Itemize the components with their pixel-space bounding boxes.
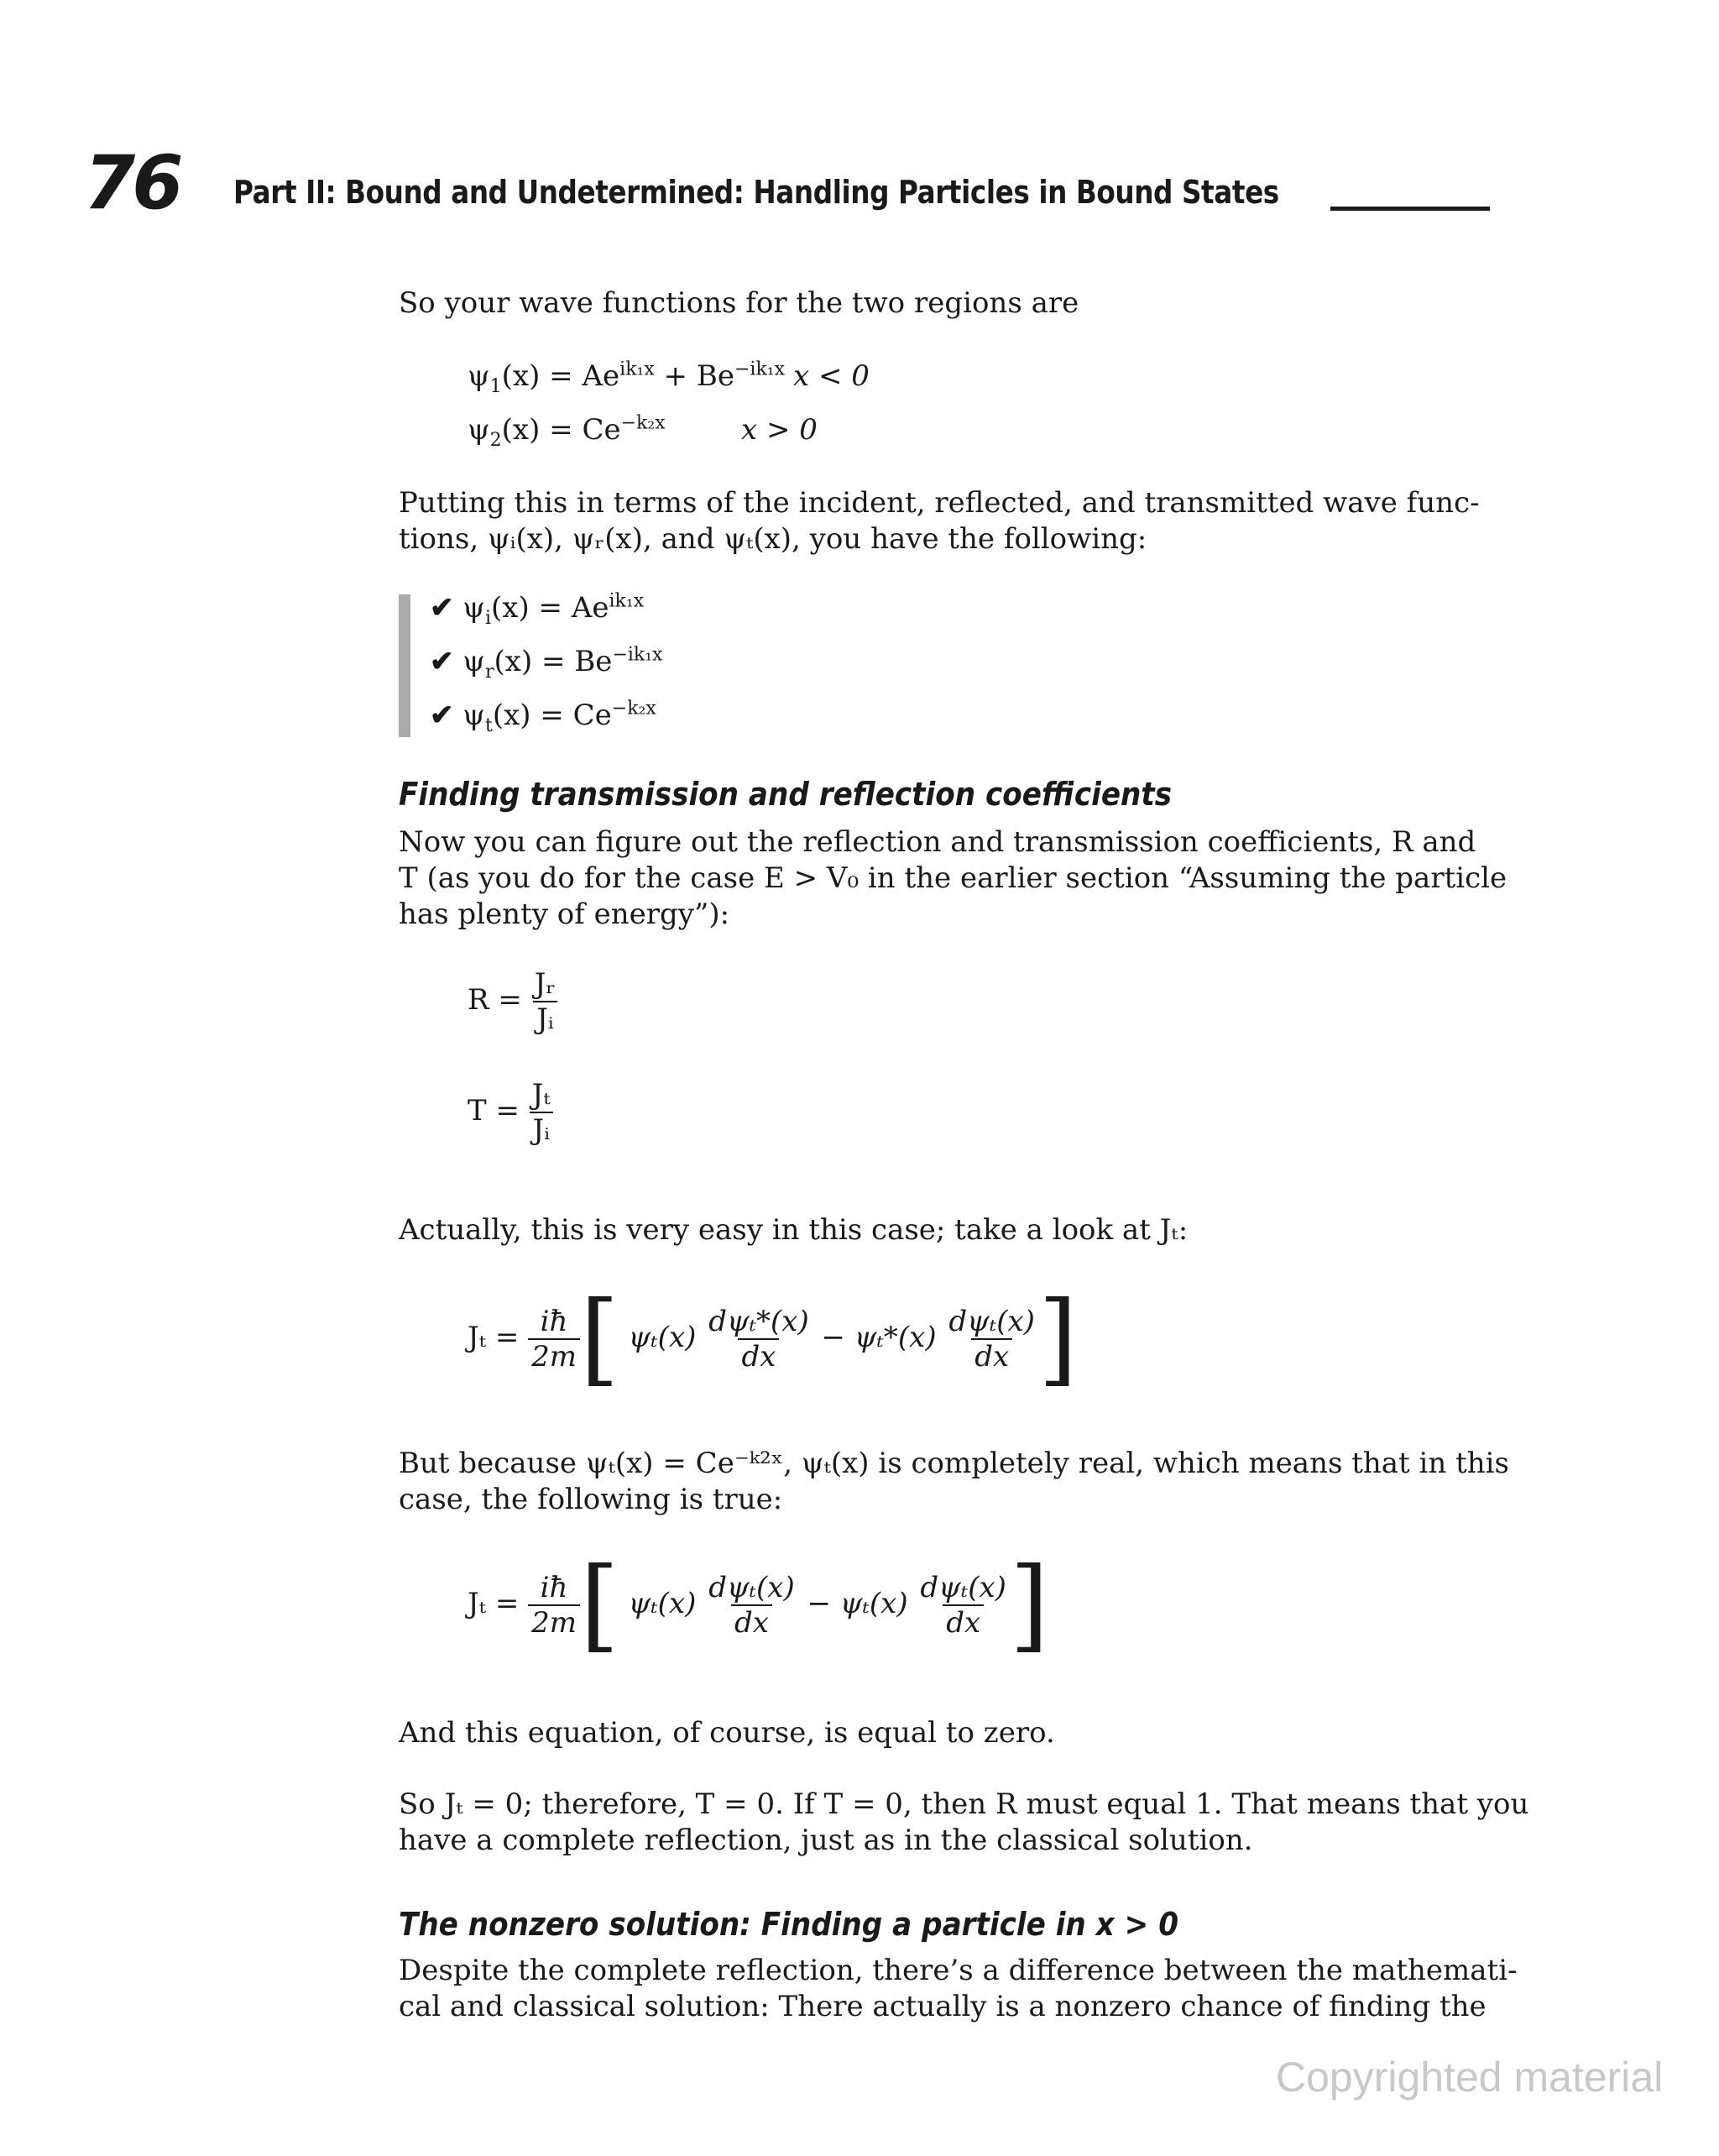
bullet-item-transmitted: ✔ $\psi_t(x) = Ce^{-k_2x}$ — [430, 698, 656, 736]
putting-line-1: Putting this in terms of the incident, reflected, and transmitted wave func- — [399, 486, 1480, 520]
coefficients-paragraph — [399, 824, 1507, 933]
header-rule — [1330, 207, 1490, 211]
coeff-line-1: Now you can figure out the reflection and transmission coefficients, R and — [399, 825, 1476, 859]
wave-eq-2-sym: ψ — [468, 413, 490, 447]
despite-line-2: cal and classical solution: There actually is a nonzero chance of finding the — [399, 1990, 1486, 2023]
jt-equation-1 — [468, 1280, 1078, 1397]
bullet-3-sub: t — [484, 714, 493, 736]
wave-eq-1-sym: ψ — [468, 359, 490, 393]
t-num: Jₜ — [531, 1078, 551, 1112]
running-head: Part II: Bound and Undetermined: Handling Particles in Bound States — [233, 174, 1279, 211]
section-heading-coefficients: Finding transmission and reflection coefficients — [399, 776, 1173, 813]
jt2-frac1-num: dψₜ(x) — [708, 1571, 795, 1604]
wave-eq-2-condition — [741, 413, 818, 447]
jt1-coef — [528, 1305, 580, 1374]
wave-eq-2-exp: −k₂x — [620, 412, 666, 434]
coeff-line-2: T (as you do for the case E > V₀ in the earlier section “Assuming the particle — [399, 861, 1507, 895]
coeff-line-3: has plenty of energy”): — [399, 897, 730, 931]
jt1-frac1-num: dψₜ*(x) — [708, 1305, 809, 1338]
putting-line-2: tions, ψᵢ(x), ψᵣ(x), and ψₜ(x), you have the following: — [399, 522, 1147, 556]
so-paragraph — [399, 1787, 1529, 1859]
bullet-3-rhs: (x) = Ce — [492, 699, 612, 732]
check-icon: ✔ — [430, 699, 454, 732]
section-heading-nonzero: The nonzero solution: Finding a particle in x > 0 — [399, 1906, 1179, 1943]
jt2-coef-den: 2m — [528, 1604, 580, 1640]
transmission-coefficient-eq — [468, 1078, 554, 1147]
bullet-item-incident: ✔ $\psi_i(x) = Ae^{ik_1x}$ — [430, 590, 645, 629]
jt1-frac1 — [705, 1305, 812, 1374]
list-sidebar-bar — [399, 594, 410, 737]
t-fraction — [529, 1078, 554, 1147]
wave-eq-2-cond: x > 0 — [741, 413, 818, 447]
bullet-item-reflected: ✔ $\psi_r(x) = Be^{-ik_1x}$ — [430, 644, 663, 683]
because-line-2: case, the following is true: — [399, 1483, 783, 1516]
wave-eq-1-condition — [793, 359, 870, 393]
jt2-coef — [528, 1571, 580, 1640]
jt1-coef-den: 2m — [528, 1338, 580, 1374]
jt1-coef-num: iħ — [540, 1305, 568, 1338]
jt1-lhs: Jₜ = — [468, 1321, 520, 1354]
jt2-term2: ψₜ(x) — [839, 1587, 908, 1620]
jt2-frac2-den: dx — [943, 1604, 984, 1640]
jt2-coef-num: iħ — [540, 1571, 568, 1604]
so-line-1: So Jₜ = 0; therefore, T = 0. If T = 0, then R must equal 1. That means that you — [399, 1787, 1529, 1821]
left-bracket: [ — [580, 1546, 619, 1663]
wave-eq-1-cond: x < 0 — [793, 359, 870, 393]
wave-eq-1-mid: + Be — [654, 359, 734, 393]
check-icon: ✔ — [430, 645, 454, 678]
bullet-1-sub: i — [484, 607, 492, 629]
right-bracket: ] — [1037, 1280, 1078, 1397]
because-paragraph — [399, 1446, 1509, 1518]
t-lhs: T = — [468, 1094, 520, 1128]
left-bracket: [ — [580, 1280, 619, 1397]
jt2-frac2-num: dψₜ(x) — [920, 1571, 1006, 1604]
r-lhs: R = — [468, 983, 522, 1017]
jt2-frac2 — [917, 1571, 1010, 1640]
page-number: 76 — [84, 139, 180, 226]
wave-eq-2-arg: (x) = Ce — [501, 413, 621, 447]
copyright-watermark: Copyrighted material — [1276, 2054, 1664, 2101]
right-bracket: ] — [1009, 1546, 1049, 1663]
jt1-minus: − — [821, 1321, 846, 1354]
putting-paragraph — [399, 485, 1490, 557]
jt1-frac1-den: dx — [738, 1338, 779, 1374]
jt1-frac2-den: dx — [971, 1338, 1012, 1374]
jt2-frac1-den: dx — [731, 1604, 772, 1640]
wave-eq-2 — [468, 412, 666, 451]
jt1-term2: ψₜ*(x) — [854, 1321, 937, 1354]
because-line-1: But because ψₜ(x) = Ce⁻ᵏ²ˣ, ψₜ(x) is completely real, which means that in this — [399, 1447, 1509, 1480]
jt2-lhs: Jₜ = — [468, 1587, 520, 1620]
intro-text: So your wave functions for the two regions are — [399, 286, 1079, 320]
t-den: Jᵢ — [530, 1112, 553, 1147]
jt1-term1: ψₜ(x) — [628, 1321, 697, 1354]
bullet-1-exp: ik₁x — [609, 590, 645, 612]
despite-paragraph — [399, 1953, 1518, 2025]
wave-eq-2-sub: 2 — [489, 429, 502, 451]
zero-text: And this equation, of course, is equal to zero. — [399, 1716, 1055, 1750]
actually-text: Actually, this is very easy in this case; take a look at Jₜ: — [399, 1213, 1189, 1247]
bullet-2-exp: −ik₁x — [612, 644, 663, 666]
wave-eq-1-exp2: −ik₁x — [734, 358, 785, 380]
so-line-2: have a complete reflection, just as in the classical solution. — [399, 1824, 1253, 1857]
jt-equation-2 — [468, 1546, 1049, 1663]
r-den: Jᵢ — [533, 1001, 556, 1036]
jt1-frac2 — [945, 1305, 1038, 1374]
wave-eq-1-arg: (x) = Ae — [501, 359, 620, 393]
wave-eq-1-exp1: ik₁x — [619, 358, 655, 380]
bullet-3-exp: −k₂x — [611, 698, 656, 720]
check-icon: ✔ — [430, 591, 454, 625]
jt2-minus: − — [807, 1587, 832, 1620]
jt2-frac1 — [705, 1571, 798, 1640]
r-fraction — [531, 967, 559, 1036]
reflection-coefficient-eq — [468, 967, 559, 1036]
bullet-2-sub: r — [484, 661, 494, 683]
despite-line-1: Despite the complete reflection, there’s a difference between the mathemati- — [399, 1954, 1518, 1987]
jt2-term1: ψₜ(x) — [628, 1587, 697, 1620]
jt1-frac2-num: dψₜ(x) — [948, 1305, 1035, 1338]
bullet-2-rhs: (x) = Be — [494, 645, 613, 678]
r-num: Jᵣ — [534, 967, 556, 1001]
bullet-1-rhs: (x) = Ae — [491, 591, 609, 625]
wave-eq-1-sub: 1 — [489, 375, 502, 397]
wave-eq-1 — [468, 358, 785, 397]
